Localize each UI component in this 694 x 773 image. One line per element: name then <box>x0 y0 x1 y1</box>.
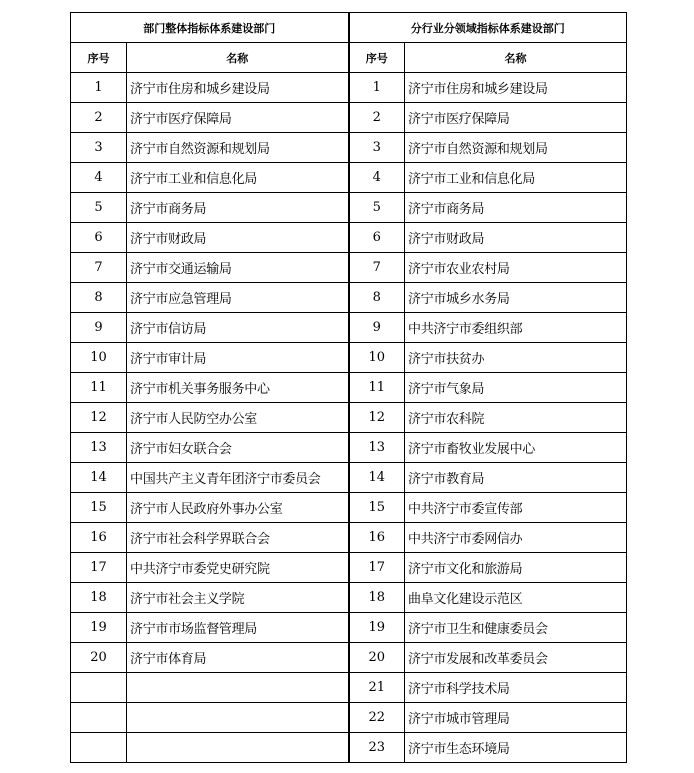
table-body <box>71 73 627 763</box>
right-name-cell: 济宁市畜牧业发展中心 <box>405 433 627 463</box>
table-row <box>71 463 627 493</box>
left-index-cell: 20 <box>71 643 127 673</box>
left-index-cell: 19 <box>71 613 127 643</box>
right-name-cell: 中共济宁市委网信办 <box>405 523 627 553</box>
left-name-cell: 济宁市财政局 <box>127 223 349 253</box>
table-row <box>71 673 627 703</box>
right-name-cell: 济宁市教育局 <box>405 463 627 493</box>
right-name-cell: 济宁市文化和旅游局 <box>405 553 627 583</box>
right-index-cell: 22 <box>349 703 405 733</box>
right-name-cell: 济宁市住房和城乡建设局 <box>405 73 627 103</box>
right-index-cell: 11 <box>349 373 405 403</box>
right-index-cell: 19 <box>349 613 405 643</box>
left-index-cell: 16 <box>71 523 127 553</box>
table-row <box>71 343 627 373</box>
right-name-cell: 济宁市自然资源和规划局 <box>405 133 627 163</box>
right-index-cell: 5 <box>349 193 405 223</box>
right-name-cell: 济宁市生态环境局 <box>405 733 627 763</box>
right-name-header: 名称 <box>405 43 627 73</box>
left-index-cell: 13 <box>71 433 127 463</box>
right-index-cell: 1 <box>349 73 405 103</box>
left-name-cell: 济宁市社会科学界联合会 <box>127 523 349 553</box>
table-row <box>71 313 627 343</box>
table-row <box>71 643 627 673</box>
right-name-cell: 济宁市农科院 <box>405 403 627 433</box>
left-index-cell: 9 <box>71 313 127 343</box>
left-name-cell: 济宁市信访局 <box>127 313 349 343</box>
table-row <box>71 373 627 403</box>
right-name-cell: 济宁市财政局 <box>405 223 627 253</box>
department-table <box>70 12 627 763</box>
right-index-cell: 7 <box>349 253 405 283</box>
table-row <box>71 733 627 763</box>
left-name-cell: 济宁市应急管理局 <box>127 283 349 313</box>
right-index-cell: 3 <box>349 133 405 163</box>
right-index-cell: 20 <box>349 643 405 673</box>
right-name-cell: 济宁市发展和改革委员会 <box>405 643 627 673</box>
left-name-cell: 济宁市工业和信息化局 <box>127 163 349 193</box>
table-row <box>71 133 627 163</box>
right-index-cell: 6 <box>349 223 405 253</box>
left-name-header: 名称 <box>127 43 349 73</box>
left-name-cell <box>127 703 349 733</box>
table-row <box>71 73 627 103</box>
right-index-cell: 12 <box>349 403 405 433</box>
left-name-cell: 济宁市人民政府外事办公室 <box>127 493 349 523</box>
left-name-cell <box>127 673 349 703</box>
right-index-cell: 23 <box>349 733 405 763</box>
left-name-cell: 中共济宁市委党史研究院 <box>127 553 349 583</box>
table-row <box>71 253 627 283</box>
right-index-cell: 8 <box>349 283 405 313</box>
right-name-cell: 济宁市农业农村局 <box>405 253 627 283</box>
table-row <box>71 523 627 553</box>
left-index-cell: 4 <box>71 163 127 193</box>
left-index-cell: 18 <box>71 583 127 613</box>
table-row <box>71 103 627 133</box>
table-row <box>71 193 627 223</box>
right-index-cell: 17 <box>349 553 405 583</box>
group-header-row <box>71 13 627 43</box>
left-index-cell: 1 <box>71 73 127 103</box>
left-name-cell: 济宁市社会主义学院 <box>127 583 349 613</box>
column-header-row <box>71 43 627 73</box>
right-group-title: 分行业分领域指标体系建设部门 <box>349 13 627 43</box>
right-index-cell: 2 <box>349 103 405 133</box>
right-index-cell: 9 <box>349 313 405 343</box>
table-row <box>71 493 627 523</box>
table-row <box>71 163 627 193</box>
right-index-cell: 14 <box>349 463 405 493</box>
table-row <box>71 583 627 613</box>
left-index-cell: 10 <box>71 343 127 373</box>
left-index-cell: 8 <box>71 283 127 313</box>
right-index-cell: 15 <box>349 493 405 523</box>
table-row <box>71 403 627 433</box>
left-name-cell: 济宁市商务局 <box>127 193 349 223</box>
left-name-cell: 济宁市人民防空办公室 <box>127 403 349 433</box>
right-index-cell: 16 <box>349 523 405 553</box>
left-name-cell: 济宁市交通运输局 <box>127 253 349 283</box>
right-index-cell: 13 <box>349 433 405 463</box>
right-name-cell: 济宁市工业和信息化局 <box>405 163 627 193</box>
left-name-cell: 济宁市医疗保障局 <box>127 103 349 133</box>
left-index-cell: 6 <box>71 223 127 253</box>
table-row <box>71 703 627 733</box>
table-row <box>71 223 627 253</box>
right-index-cell: 4 <box>349 163 405 193</box>
right-name-cell: 济宁市商务局 <box>405 193 627 223</box>
left-index-cell: 14 <box>71 463 127 493</box>
left-index-cell: 2 <box>71 103 127 133</box>
left-group-title: 部门整体指标体系建设部门 <box>71 13 349 43</box>
left-name-cell: 济宁市机关事务服务中心 <box>127 373 349 403</box>
left-index-cell <box>71 673 127 703</box>
table-row <box>71 553 627 583</box>
right-name-cell: 曲阜文化建设示范区 <box>405 583 627 613</box>
right-index-cell: 21 <box>349 673 405 703</box>
table-row <box>71 433 627 463</box>
left-name-cell: 济宁市住房和城乡建设局 <box>127 73 349 103</box>
left-name-cell: 中国共产主义青年团济宁市委员会 <box>127 463 349 493</box>
left-name-cell: 济宁市体育局 <box>127 643 349 673</box>
table-row <box>71 283 627 313</box>
left-name-cell <box>127 733 349 763</box>
left-name-cell: 济宁市市场监督管理局 <box>127 613 349 643</box>
left-index-header: 序号 <box>71 43 127 73</box>
left-index-cell <box>71 703 127 733</box>
left-index-cell: 7 <box>71 253 127 283</box>
right-name-cell: 中共济宁市委组织部 <box>405 313 627 343</box>
table-row <box>71 613 627 643</box>
right-name-cell: 济宁市扶贫办 <box>405 343 627 373</box>
left-index-cell: 17 <box>71 553 127 583</box>
right-name-cell: 中共济宁市委宣传部 <box>405 493 627 523</box>
left-name-cell: 济宁市妇女联合会 <box>127 433 349 463</box>
right-name-cell: 济宁市科学技术局 <box>405 673 627 703</box>
left-index-cell: 3 <box>71 133 127 163</box>
right-name-cell: 济宁市卫生和健康委员会 <box>405 613 627 643</box>
left-index-cell: 12 <box>71 403 127 433</box>
left-index-cell <box>71 733 127 763</box>
right-index-cell: 10 <box>349 343 405 373</box>
right-name-cell: 济宁市医疗保障局 <box>405 103 627 133</box>
right-name-cell: 济宁市城乡水务局 <box>405 283 627 313</box>
right-index-header: 序号 <box>349 43 405 73</box>
left-index-cell: 5 <box>71 193 127 223</box>
right-index-cell: 18 <box>349 583 405 613</box>
left-index-cell: 11 <box>71 373 127 403</box>
left-name-cell: 济宁市自然资源和规划局 <box>127 133 349 163</box>
right-name-cell: 济宁市气象局 <box>405 373 627 403</box>
left-name-cell: 济宁市审计局 <box>127 343 349 373</box>
left-index-cell: 15 <box>71 493 127 523</box>
right-name-cell: 济宁市城市管理局 <box>405 703 627 733</box>
